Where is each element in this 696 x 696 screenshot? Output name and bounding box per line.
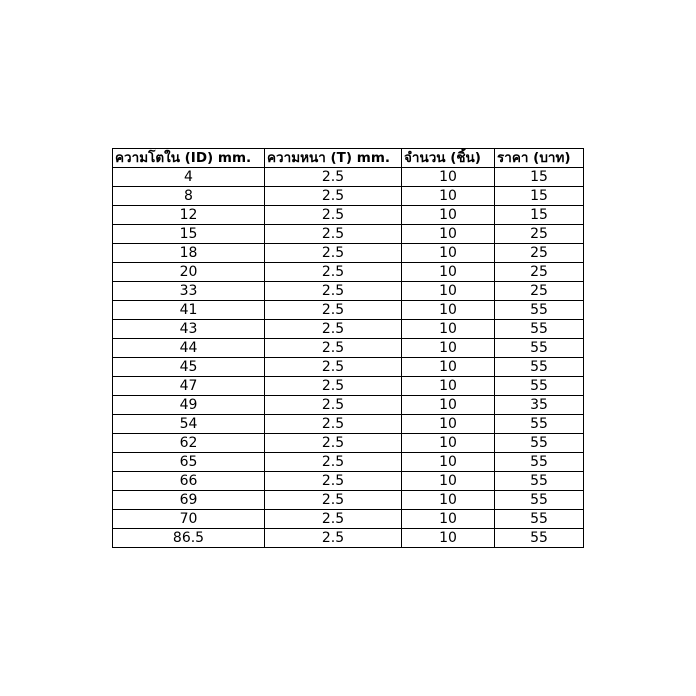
table-row [113, 187, 584, 206]
cell-inner-diameter: 8 [113, 187, 265, 206]
cell-thickness: 2.5 [265, 320, 402, 339]
cell-quantity: 10 [402, 415, 495, 434]
cell-price: 55 [495, 377, 584, 396]
cell-quantity: 10 [402, 187, 495, 206]
cell-quantity: 10 [402, 396, 495, 415]
cell-thickness: 2.5 [265, 434, 402, 453]
header-thickness: ความหนา (T) mm. [265, 149, 402, 168]
table-row [113, 491, 584, 510]
cell-price: 15 [495, 187, 584, 206]
cell-price: 15 [495, 206, 584, 225]
cell-thickness: 2.5 [265, 301, 402, 320]
cell-price: 15 [495, 168, 584, 187]
table-row [113, 453, 584, 472]
cell-quantity: 10 [402, 434, 495, 453]
cell-price: 55 [495, 320, 584, 339]
header-quantity: จำนวน (ชิ้น) [402, 149, 495, 168]
cell-quantity: 10 [402, 529, 495, 548]
table-row [113, 415, 584, 434]
header-row [113, 149, 584, 168]
cell-quantity: 10 [402, 472, 495, 491]
cell-inner-diameter: 47 [113, 377, 265, 396]
cell-price: 25 [495, 225, 584, 244]
cell-thickness: 2.5 [265, 358, 402, 377]
cell-quantity: 10 [402, 320, 495, 339]
cell-inner-diameter: 41 [113, 301, 265, 320]
cell-thickness: 2.5 [265, 168, 402, 187]
table-row [113, 434, 584, 453]
table-row [113, 320, 584, 339]
cell-price: 55 [495, 434, 584, 453]
table-row [113, 282, 584, 301]
table-row [113, 263, 584, 282]
table-row [113, 339, 584, 358]
cell-inner-diameter: 45 [113, 358, 265, 377]
cell-quantity: 10 [402, 453, 495, 472]
cell-thickness: 2.5 [265, 415, 402, 434]
cell-thickness: 2.5 [265, 339, 402, 358]
cell-price: 55 [495, 415, 584, 434]
cell-quantity: 10 [402, 339, 495, 358]
cell-quantity: 10 [402, 282, 495, 301]
cell-thickness: 2.5 [265, 225, 402, 244]
cell-price: 55 [495, 358, 584, 377]
table-row [113, 529, 584, 548]
cell-price: 25 [495, 282, 584, 301]
cell-thickness: 2.5 [265, 472, 402, 491]
cell-inner-diameter: 12 [113, 206, 265, 225]
cell-inner-diameter: 66 [113, 472, 265, 491]
cell-thickness: 2.5 [265, 206, 402, 225]
table-body [113, 168, 584, 548]
table-row [113, 301, 584, 320]
table-row [113, 396, 584, 415]
cell-quantity: 10 [402, 244, 495, 263]
cell-quantity: 10 [402, 168, 495, 187]
header-price: ราคา (บาท) [495, 149, 584, 168]
cell-thickness: 2.5 [265, 187, 402, 206]
cell-inner-diameter: 54 [113, 415, 265, 434]
table-row [113, 206, 584, 225]
cell-quantity: 10 [402, 491, 495, 510]
cell-thickness: 2.5 [265, 244, 402, 263]
cell-inner-diameter: 65 [113, 453, 265, 472]
cell-price: 55 [495, 510, 584, 529]
cell-inner-diameter: 18 [113, 244, 265, 263]
table-row [113, 510, 584, 529]
cell-inner-diameter: 70 [113, 510, 265, 529]
cell-inner-diameter: 15 [113, 225, 265, 244]
cell-thickness: 2.5 [265, 491, 402, 510]
cell-thickness: 2.5 [265, 529, 402, 548]
table-row [113, 472, 584, 491]
cell-thickness: 2.5 [265, 282, 402, 301]
cell-inner-diameter: 69 [113, 491, 265, 510]
cell-quantity: 10 [402, 510, 495, 529]
cell-inner-diameter: 44 [113, 339, 265, 358]
cell-inner-diameter: 43 [113, 320, 265, 339]
cell-inner-diameter: 86.5 [113, 529, 265, 548]
header-inner-diameter: ความโตใน (ID) mm. [113, 149, 265, 168]
cell-quantity: 10 [402, 225, 495, 244]
cell-thickness: 2.5 [265, 396, 402, 415]
table-row [113, 358, 584, 377]
cell-price: 25 [495, 263, 584, 282]
cell-inner-diameter: 20 [113, 263, 265, 282]
cell-price: 55 [495, 339, 584, 358]
cell-quantity: 10 [402, 206, 495, 225]
cell-inner-diameter: 4 [113, 168, 265, 187]
cell-inner-diameter: 62 [113, 434, 265, 453]
cell-inner-diameter: 33 [113, 282, 265, 301]
table-row [113, 225, 584, 244]
cell-quantity: 10 [402, 301, 495, 320]
table-row [113, 244, 584, 263]
cell-quantity: 10 [402, 377, 495, 396]
cell-price: 55 [495, 491, 584, 510]
cell-quantity: 10 [402, 358, 495, 377]
cell-thickness: 2.5 [265, 377, 402, 396]
cell-thickness: 2.5 [265, 510, 402, 529]
price-table [112, 148, 584, 548]
cell-price: 55 [495, 453, 584, 472]
cell-inner-diameter: 49 [113, 396, 265, 415]
cell-thickness: 2.5 [265, 453, 402, 472]
table-row [113, 168, 584, 187]
cell-price: 55 [495, 301, 584, 320]
table-row [113, 377, 584, 396]
cell-price: 25 [495, 244, 584, 263]
cell-price: 55 [495, 472, 584, 491]
cell-thickness: 2.5 [265, 263, 402, 282]
cell-price: 35 [495, 396, 584, 415]
cell-price: 55 [495, 529, 584, 548]
cell-quantity: 10 [402, 263, 495, 282]
